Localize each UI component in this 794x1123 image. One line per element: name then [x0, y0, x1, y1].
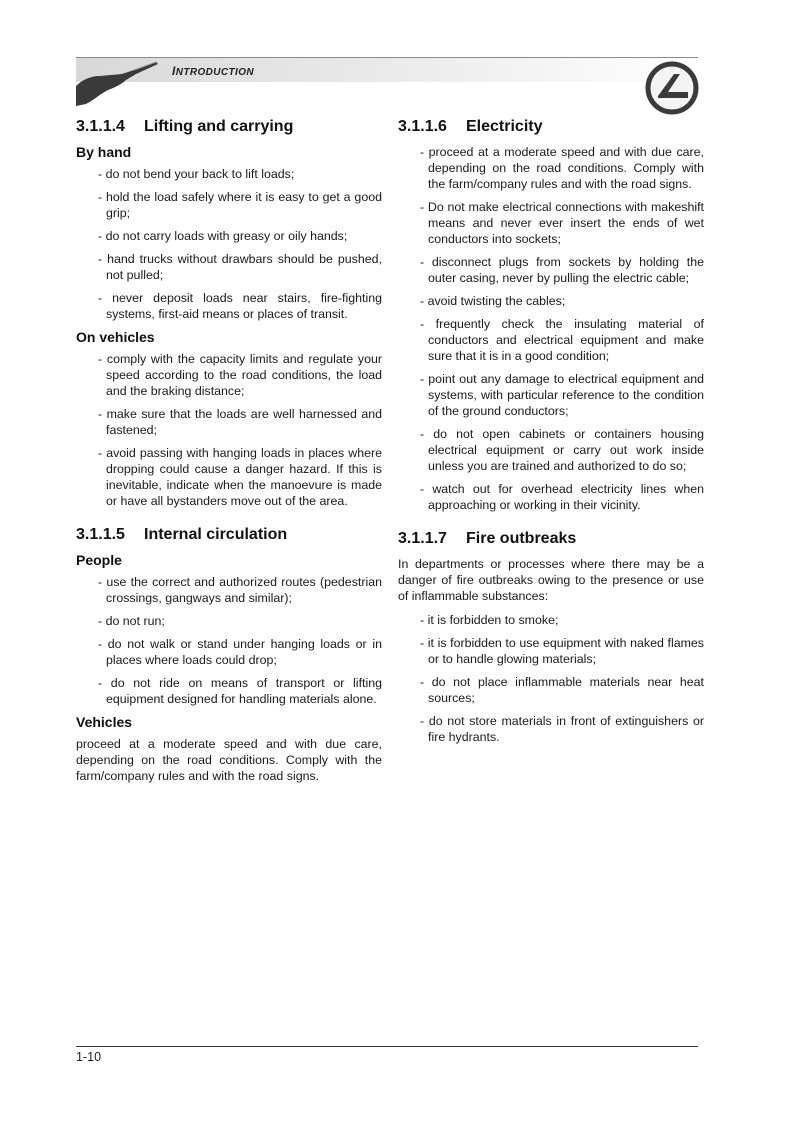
- list-item: - do not carry loads with greasy or oily hands;: [98, 229, 348, 243]
- list-item: - watch out for overhead electricity lines when approaching or working in their vicinity.: [420, 482, 704, 512]
- people-list: [76, 574, 382, 707]
- subheading-by-hand: By hand: [76, 144, 132, 160]
- electricity-list: [398, 144, 704, 513]
- page-number: 1-10: [76, 1050, 102, 1064]
- list-item: - Do not make electrical connections with makeshift means and never ever insert the ends of wet conductors into sockets;: [420, 200, 704, 246]
- list-item: - do not place inflammable materials near heat sources;: [420, 675, 704, 705]
- subheading-people: People: [76, 552, 122, 568]
- list-item: - do not open cabinets or containers housing electrical equipment or carry out work inside unless you are trained and authorized to do so;: [420, 427, 704, 473]
- left-column: [76, 118, 382, 792]
- list-item: - comply with the capacity limits and regulate your speed according to the road conditions, the load and the braking distance;: [98, 352, 382, 398]
- right-column: [398, 118, 704, 752]
- header-band: [76, 57, 698, 82]
- list-item: - use the correct and authorized routes (pedestrian crossings, gangways and similar);: [98, 575, 382, 605]
- section-heading-internal-circulation: 3.1.1.5 Internal circulation: [76, 526, 288, 543]
- list-item: - frequently check the insulating material of conductors and electrical equipment and make sure that it is in a good condition;: [420, 317, 704, 363]
- footer-rule: [76, 1046, 698, 1047]
- list-item: - never deposit loads near stairs, fire-fighting systems, first-aid means or places of transit.: [98, 291, 382, 321]
- list-item: - do not run;: [98, 614, 165, 628]
- subheading-on-vehicles: On vehicles: [76, 329, 155, 345]
- list-item: - hold the load safely where it is easy to get a good grip;: [98, 190, 382, 220]
- list-item: - point out any damage to electrical equipment and systems, with particular reference to the condition of the ground conductors;: [420, 372, 704, 418]
- list-item: - do not bend your back to lift loads;: [98, 167, 295, 181]
- brand-logo-icon: [644, 60, 700, 116]
- list-item: - do not store materials in front of extinguishers or fire hydrants.: [420, 714, 704, 744]
- fire-intro-paragraph: In departments or processes where there may be a danger of fire outbreaks owing to the presence or use of inflammable substances:: [398, 557, 704, 603]
- section-heading-lifting: 3.1.1.4 Lifting and carrying: [76, 118, 294, 135]
- section-heading-electricity: 3.1.1.6 Electricity: [398, 118, 543, 135]
- list-item: - avoid passing with hanging loads in places where dropping could cause a danger hazard. If this is inevitable, indicate when the manoevure is made or have all bystanders move out of the area.: [98, 446, 382, 508]
- section-heading-fire-outbreaks: 3.1.1.7 Fire outbreaks: [398, 530, 577, 547]
- list-item: - do not ride on means of transport or lifting equipment designed for handling materials alone.: [98, 676, 382, 706]
- vehicles-paragraph: proceed at a moderate speed and with due care, depending on the road conditions. Comply with the farm/company rules and with the road signs.: [76, 737, 382, 783]
- list-item: - hand trucks without drawbars should be pushed, not pulled;: [98, 252, 382, 282]
- list-item: - do not walk or stand under hanging loads or in places where loads could drop;: [98, 637, 382, 667]
- list-item: - it is forbidden to use equipment with naked flames or to handle glowing materials;: [420, 636, 704, 666]
- list-item: - avoid twisting the cables;: [420, 294, 566, 308]
- fire-list: [398, 612, 704, 745]
- header-title: INTRODUCTION: [172, 64, 255, 78]
- by-hand-list: [76, 166, 382, 322]
- list-item: - proceed at a moderate speed and with due care, depending on the road conditions. Comply with the farm/company rules and with the road signs.: [420, 145, 704, 191]
- subheading-vehicles: Vehicles: [76, 714, 133, 730]
- pointing-hand-icon: [74, 60, 164, 108]
- on-vehicles-list: [76, 351, 382, 509]
- list-item: - make sure that the loads are well harnessed and fastened;: [98, 407, 382, 437]
- list-item: - disconnect plugs from sockets by holding the outer casing, never by pulling the electric cable;: [420, 255, 704, 285]
- list-item: - it is forbidden to smoke;: [420, 613, 559, 627]
